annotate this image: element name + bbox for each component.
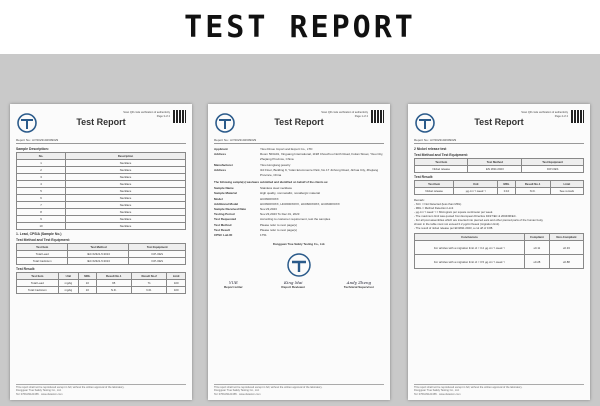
field-label: Manufacturer bbox=[214, 162, 234, 167]
table-row bbox=[415, 166, 584, 173]
signer-role: Technical Supervisor bbox=[343, 285, 374, 290]
table-header-cell: Limit bbox=[550, 181, 583, 188]
qr-note: Scan QR code verification of authenticity Page 1 of 4 bbox=[321, 111, 368, 118]
table-header-cell: Unit bbox=[454, 181, 498, 188]
table-cell: 10 bbox=[17, 223, 66, 230]
qr-note: Scan QR code verification of authenticity Page 3 of 4 bbox=[123, 111, 170, 118]
table-row bbox=[17, 202, 186, 209]
table-cell: For articles with a migration limit of < 0.2 µg·cm⁻²·week⁻¹ bbox=[415, 241, 525, 255]
table-row bbox=[415, 241, 584, 255]
banner-title: TEST REPORT bbox=[184, 9, 416, 45]
field-value: Room 503A01, Xinguang International, 1198 Chouzhou North Road, Futian Street, Yiwu City, Zhejiang Province, China bbox=[260, 152, 384, 162]
report-page-results bbox=[10, 104, 192, 400]
report-title: Test Report bbox=[274, 117, 324, 127]
field-value: Please refer to next page(s) bbox=[260, 222, 298, 227]
field-label: Test Requested bbox=[214, 217, 237, 222]
table-cell: Total Cadmium bbox=[17, 258, 68, 265]
section-result: Test Result: bbox=[16, 267, 36, 271]
company-seal-icon bbox=[286, 252, 312, 278]
table-header-cell: Test Method bbox=[468, 159, 522, 166]
field-value: Yiwu Hongtang jewelry bbox=[260, 162, 291, 167]
field-value: According to customer requirement, test the samples bbox=[260, 217, 331, 222]
page-header bbox=[16, 110, 186, 138]
field-label: Testing Period bbox=[214, 212, 235, 217]
table-cell: Necklace bbox=[66, 216, 186, 223]
field-value: Nov.23,2023 To Dec.01, 2023 bbox=[260, 212, 300, 217]
table-header-cell: Test Method bbox=[68, 244, 129, 251]
page-header bbox=[214, 110, 384, 138]
table-cell: Necklace bbox=[66, 160, 186, 167]
table-cell: Necklace bbox=[66, 223, 186, 230]
page-footer: This report shall not be reproduced except in full, without the written approval of the laboratory. Dongguan True Safety Testing Co., Ltd. Tel: 0769-81121365 · www.dstestcn.com bbox=[414, 384, 584, 396]
field-label: Sample Material bbox=[214, 191, 237, 196]
field-label: Model bbox=[214, 196, 223, 201]
section-method: Test Method and Test Equipment: bbox=[414, 153, 468, 157]
table-cell: Necklace bbox=[66, 174, 186, 181]
table-cell: Nickel release bbox=[415, 188, 454, 195]
table-header-cell: Conclusions bbox=[415, 234, 525, 241]
table-cell: mg/kg bbox=[58, 280, 78, 287]
signer-role: Report Reviewer bbox=[281, 285, 306, 290]
report-page-cover bbox=[208, 104, 390, 400]
table-header-cell: Test Equipment bbox=[522, 159, 584, 166]
table-cell: mg/kg bbox=[58, 287, 78, 294]
report-number: Report No.: A7/2023102609029 bbox=[214, 138, 384, 144]
table-cell: See remark bbox=[550, 188, 583, 195]
document-stage bbox=[0, 54, 600, 406]
remark-line: - MDL = Method Detection Limit bbox=[414, 206, 454, 210]
field-label: Sample Name bbox=[214, 186, 234, 191]
remark-line: Remark: bbox=[414, 198, 425, 202]
table-cell: 7 bbox=[17, 202, 66, 209]
field-value: Please refer to next page(s) bbox=[260, 227, 298, 232]
table-cell: 71 bbox=[131, 280, 166, 287]
report-number: Report No.: A7/2023102609029 bbox=[414, 138, 584, 144]
table-cell: ICP-OES bbox=[129, 258, 186, 265]
nickel-method-table bbox=[414, 158, 584, 173]
table-row bbox=[17, 160, 186, 167]
table-header-cell: Non-Compliant bbox=[549, 234, 583, 241]
section-sample-description: Sample Description: bbox=[16, 147, 49, 151]
table-cell: ≥0.33 bbox=[549, 241, 583, 255]
table-cell: ICP-OES bbox=[129, 251, 186, 258]
table-cell: Necklace bbox=[66, 209, 186, 216]
section-method: 1. Lead, CPSIA (Sample No.) bbox=[16, 232, 62, 236]
remark-line: shown in the table must not exceed 0.2 µg/cm²/week (migration limit). bbox=[414, 222, 500, 226]
page-header bbox=[414, 110, 584, 138]
remark-line: - For all post assemblies which are inserted into pierced ears and other pierced parts of the human body, bbox=[414, 218, 544, 222]
table-row bbox=[17, 280, 186, 287]
field-label: Test Result bbox=[214, 227, 230, 232]
table-header-cell: MDL bbox=[79, 273, 96, 280]
signature: Andy Zheng bbox=[346, 280, 372, 286]
signature: YUE bbox=[228, 280, 238, 286]
table-cell: ≤0.11 bbox=[524, 241, 549, 255]
field-value: HC0600X0XX, HC0600X0XX, HC0600X0XX, HC0600X0XX bbox=[260, 201, 340, 206]
table-cell: 9 bbox=[17, 216, 66, 223]
table-header-row bbox=[17, 153, 186, 160]
table-header-row bbox=[17, 244, 186, 251]
field-label: Test Method bbox=[214, 222, 232, 227]
table-row bbox=[17, 251, 186, 258]
table-header-cell: Compliant bbox=[524, 234, 549, 241]
signature-block bbox=[224, 280, 243, 289]
table-cell: Nickel release bbox=[415, 166, 468, 173]
field-value: HC0600X0XX bbox=[260, 196, 279, 201]
table-header-cell: Test Item bbox=[415, 159, 468, 166]
qr-code-icon bbox=[371, 110, 384, 123]
field-label: Sample Received Date bbox=[214, 207, 247, 212]
company-name: Dongguan True Safety Testing Co., Ltd. bbox=[272, 242, 326, 247]
table-cell: 95 bbox=[96, 280, 131, 287]
table-cell: 0.10 bbox=[498, 188, 515, 195]
table-cell: For articles with a migration limit of < 0.5 µg·cm⁻²·week⁻¹ bbox=[415, 255, 525, 269]
field-value: 3rd Floor, Building 9, Yulan Ecommerce Park, No.17 Jinhong Road, Jinhua City, Zhejiang Province, China bbox=[260, 167, 379, 178]
table-row bbox=[17, 223, 186, 230]
signature: King Mai bbox=[284, 280, 303, 286]
table-row bbox=[17, 216, 186, 223]
conclusion-table bbox=[414, 233, 584, 269]
table-header-cell: Result No.2 bbox=[131, 273, 166, 280]
table-header-cell: MDL bbox=[498, 181, 515, 188]
test-result-table bbox=[16, 272, 186, 294]
page-footer: This report shall not be reproduced except in full, without the written approval of the laboratory. Dongguan True Safety Testing Co., Ltd. Tel: 0769-81121365 · www.dstestcn.com bbox=[214, 384, 384, 396]
table-header-row bbox=[415, 234, 584, 241]
applicant-info bbox=[214, 147, 384, 178]
table-row bbox=[415, 255, 584, 269]
info-field bbox=[214, 168, 384, 178]
table-cell: N.D. bbox=[96, 287, 131, 294]
report-title: Test Report bbox=[474, 117, 524, 127]
table-cell: 100 bbox=[167, 280, 186, 287]
field-label: CPSC Lab ID bbox=[214, 233, 233, 238]
table-row bbox=[17, 167, 186, 174]
remark-line: - The maximum limit was quoted from European Directive 94/27/EC & 2004/96/EC. bbox=[414, 214, 517, 218]
table-cell: EN 1811:2023 bbox=[468, 166, 522, 173]
signer-role: Report writer bbox=[224, 285, 243, 290]
table-header-cell: Test Equipment bbox=[129, 244, 186, 251]
table-row bbox=[17, 174, 186, 181]
report-page-nickel bbox=[408, 104, 590, 400]
table-cell: Total Cadmium bbox=[17, 287, 59, 294]
signatures bbox=[214, 278, 384, 291]
section-nickel: 2 Nickel release test bbox=[414, 147, 447, 151]
qr-code-icon bbox=[571, 110, 584, 123]
page-footer: This report shall not be reproduced except in full, without the written approval of the laboratory. Dongguan True Safety Testing Co., Ltd. Tel: 0769-81121365 · www.dstestcn.com bbox=[16, 384, 186, 396]
table-header-cell: No. bbox=[17, 153, 66, 160]
signature-block bbox=[344, 280, 374, 289]
table-cell: N.D. bbox=[515, 188, 550, 195]
table-cell: ICP-OES bbox=[522, 166, 584, 173]
table-cell: Necklace bbox=[66, 195, 186, 202]
qr-note: Scan QR code verification of authenticity Page 4 of 4 bbox=[521, 111, 568, 118]
table-cell: ≤0.28 bbox=[524, 255, 549, 269]
field-value: 1751 bbox=[260, 233, 267, 238]
table-row bbox=[17, 258, 186, 265]
table-cell: 8 bbox=[17, 209, 66, 216]
field-label: Address bbox=[214, 167, 227, 172]
table-cell: 6 bbox=[17, 195, 66, 202]
field-value: Nov.23,2023 bbox=[260, 207, 277, 212]
report-title: Test Report bbox=[76, 117, 126, 127]
field-value: Stainless steel necklace bbox=[260, 186, 293, 191]
section-method-sub: Test Method and Test Equipment: bbox=[16, 238, 70, 242]
table-cell: IEC 62321-5:2013 bbox=[68, 251, 129, 258]
info-field bbox=[214, 152, 384, 162]
table-header-row bbox=[415, 159, 584, 166]
table-row bbox=[415, 188, 584, 195]
table-header-cell: Unit bbox=[58, 273, 78, 280]
section-result: Test Result: bbox=[414, 175, 434, 179]
table-row bbox=[17, 195, 186, 202]
field-label: Additional Model bbox=[214, 201, 239, 206]
table-cell: Necklace bbox=[66, 202, 186, 209]
sample-description-table bbox=[16, 152, 186, 230]
table-cell: 5 bbox=[17, 188, 66, 195]
table-cell: 100 bbox=[167, 287, 186, 294]
field-value: High quality, nonmetallic, nonallergic material bbox=[260, 191, 320, 196]
remarks bbox=[414, 198, 584, 230]
signature-block bbox=[281, 280, 305, 289]
table-cell: Total Lead bbox=[17, 251, 68, 258]
table-header-cell: Description bbox=[66, 153, 186, 160]
table-header-cell: Test Item bbox=[415, 181, 454, 188]
table-row bbox=[17, 188, 186, 195]
table-cell: N.D. bbox=[131, 287, 166, 294]
table-header-cell: Test Item bbox=[17, 273, 59, 280]
qr-code-icon bbox=[173, 110, 186, 123]
table-cell: 1 bbox=[17, 160, 66, 167]
nickel-result-table bbox=[414, 180, 584, 195]
title-banner bbox=[0, 0, 600, 54]
table-row bbox=[17, 287, 186, 294]
table-cell: 10 bbox=[79, 287, 96, 294]
table-header-cell: Result No.1 bbox=[515, 181, 550, 188]
table-header-row bbox=[17, 273, 186, 280]
info-field bbox=[214, 233, 384, 238]
table-cell: Necklace bbox=[66, 188, 186, 195]
sample-info bbox=[214, 186, 384, 238]
report-number: Report No.: A7/2023102609029 bbox=[16, 138, 186, 144]
remark-line: - The result of nickel release per EN1811:2023, a cut off of 0.88. bbox=[414, 226, 494, 230]
remark-line: - µg·cm⁻²·week⁻¹ = Microgram per square centimeter per week. bbox=[414, 210, 494, 214]
table-header-cell: Result No.1 bbox=[96, 273, 131, 280]
test-method-table bbox=[16, 243, 186, 265]
table-header-row bbox=[415, 181, 584, 188]
table-cell: 3 bbox=[17, 174, 66, 181]
table-cell: IEC 62321-5:2013 bbox=[68, 258, 129, 265]
intro-text: The following sample(s) was/were submitted and identified on behalf of the clients as: bbox=[214, 180, 329, 185]
table-cell: µg·cm⁻²·week⁻¹ bbox=[454, 188, 498, 195]
table-header-cell: Limit bbox=[167, 273, 186, 280]
table-cell: Necklace bbox=[66, 181, 186, 188]
table-cell: 2 bbox=[17, 167, 66, 174]
table-cell: 10 bbox=[79, 280, 96, 287]
table-cell: ≥0.88 bbox=[549, 255, 583, 269]
table-cell: Necklace bbox=[66, 167, 186, 174]
table-cell: 4 bbox=[17, 181, 66, 188]
table-row bbox=[17, 181, 186, 188]
remark-line: - N.D. = Not Detected (less than MDL) bbox=[414, 202, 462, 206]
field-label: Applicant bbox=[214, 147, 228, 151]
field-label: Address bbox=[214, 152, 227, 157]
table-cell: Total Lead bbox=[17, 280, 59, 287]
table-header-cell: Test Item bbox=[17, 244, 68, 251]
field-value: Yiwu Dinuo Import and Export Co., LTD bbox=[260, 147, 313, 151]
table-row bbox=[17, 209, 186, 216]
